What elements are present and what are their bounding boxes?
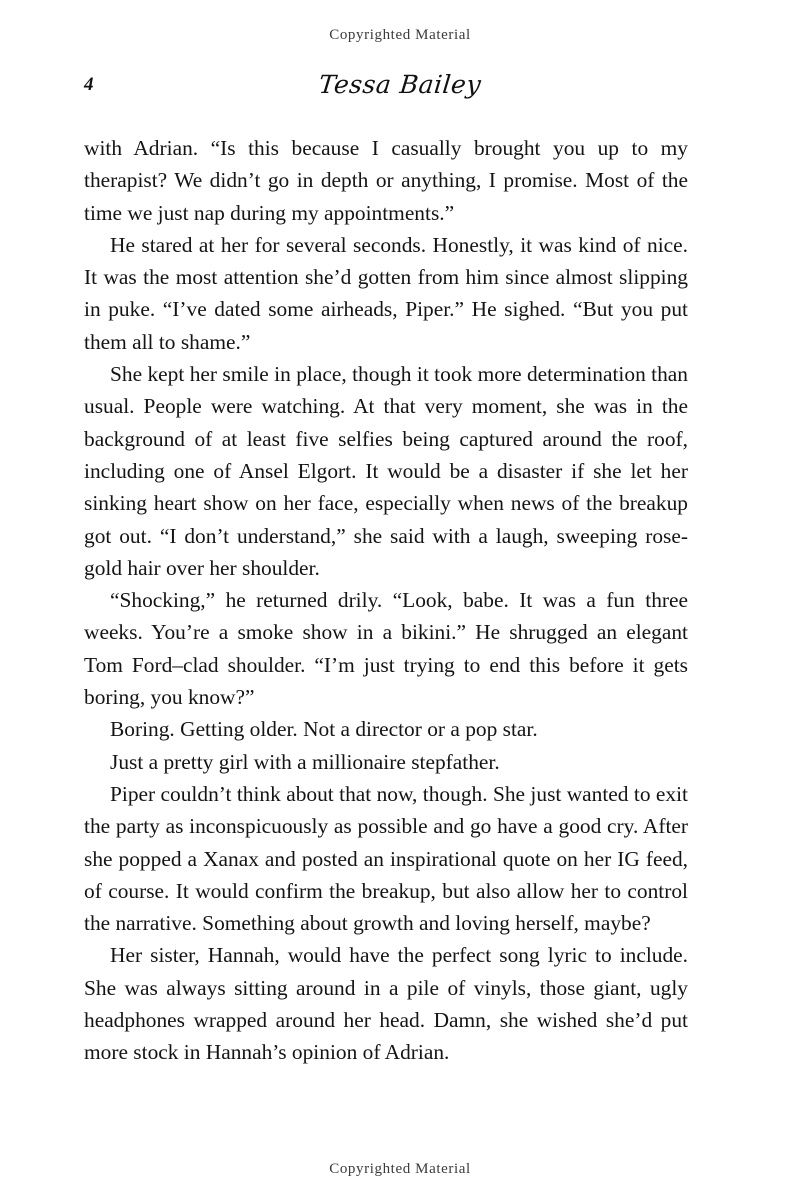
body-text bbox=[84, 132, 688, 1069]
running-head-author: Tessa Bailey bbox=[317, 70, 483, 99]
paragraph: Her sister, Hannah, would have the perfect song lyric to include. She was always sitting around in a pile of vinyls, those giant, ugly headphones wrapped around her head. Damn, she wished she’d put more stock in Hannah’s opinion of Adrian. bbox=[84, 943, 688, 1065]
page-header bbox=[84, 70, 716, 110]
paragraph: He stared at her for several seconds. Honestly, it was kind of nice. It was the most attention she’d gotten from him since almost slipping in puke. “I’ve dated some airheads, Piper.” He sighed. “But you put them all to shame.” bbox=[84, 232, 688, 354]
paragraph: Piper couldn’t think about that now, though. She just wanted to exit the party as inconspicuously as possible and go have a good cry. After she popped a Xanax and posted an inspirational quote on her IG feed, of course. It would confirm the breakup, but also allow her to control the narrative. Something about growth and loving herself, maybe? bbox=[84, 781, 688, 936]
paragraph: “Shocking,” he returned drily. “Look, babe. It was a fun three weeks. You’re a smoke show in a bikini.” He shrugged an elegant Tom Ford–clad shoulder. “I’m just trying to end this before it gets boring, you know?” bbox=[84, 588, 688, 710]
copyright-watermark-top: Copyrighted Material bbox=[329, 27, 471, 43]
paragraph: Boring. Getting older. Not a director or a pop star. bbox=[110, 717, 538, 742]
paragraph: Just a pretty girl with a millionaire stepfather. bbox=[110, 749, 500, 774]
copyright-watermark-bottom: Copyrighted Material bbox=[329, 1161, 471, 1177]
paragraph: She kept her smile in place, though it took more determination than usual. People were watching. At that very moment, she was in the background of at least five selfies being captured around the roof, including one of Ansel Elgort. It would be a disaster if she let her sinking heart show on her face, especially when news of the breakup got out. “I don’t understand,” she said with a laugh, sweeping rose-gold hair over her shoulder. bbox=[84, 362, 688, 580]
page-number: 4 bbox=[84, 74, 94, 95]
paragraph: with Adrian. “Is this because I casually brought you up to my therapist? We didn’t go in depth or anything, I promise. Most of the time we just nap during my appointments.” bbox=[84, 136, 688, 225]
